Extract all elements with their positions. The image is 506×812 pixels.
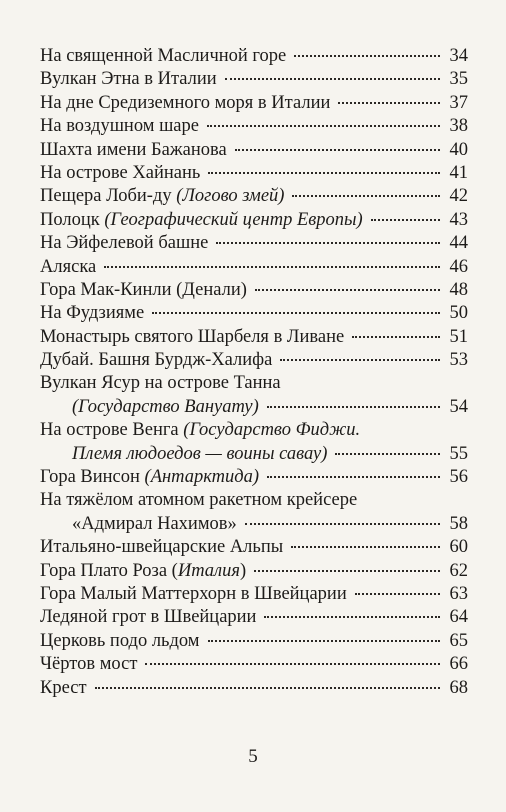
toc-title: [72, 396, 259, 419]
toc-entry: [40, 677, 468, 700]
toc-entry: [40, 162, 468, 185]
toc-page-number: 40: [449, 139, 468, 160]
toc-line: [40, 653, 468, 676]
toc-entry: [40, 466, 468, 489]
dot-leader: [255, 289, 440, 291]
toc-title-italic: (Логово змей): [176, 186, 285, 207]
toc-title: [40, 45, 286, 68]
toc-line: [40, 326, 468, 349]
toc-entry: [40, 232, 468, 255]
toc-line: [40, 115, 468, 138]
toc-page-number: 46: [449, 256, 468, 277]
toc-title: [72, 443, 327, 466]
toc-line: [40, 630, 468, 653]
toc-title: [40, 209, 363, 232]
toc-title: [72, 513, 237, 536]
toc-line: [40, 396, 468, 419]
toc-page-number: 44: [449, 233, 468, 254]
toc-page-number: 53: [449, 350, 468, 371]
toc-title-text: Аляска: [40, 256, 97, 277]
dot-leader: [216, 242, 440, 244]
toc-entry: [40, 489, 468, 536]
toc-title: [40, 583, 347, 606]
dot-leader: [355, 593, 440, 595]
toc-line: [40, 139, 468, 162]
toc-title-text: На священной Масличной горе: [40, 46, 287, 66]
toc-line: [40, 45, 468, 68]
toc-title: [40, 419, 360, 442]
table-of-contents: [40, 45, 468, 700]
toc-title-text: Итальяно-швейцарские Альпы: [40, 537, 284, 558]
dot-leader: [145, 663, 440, 665]
dot-leader: [208, 172, 440, 174]
toc-entry: [40, 560, 468, 583]
toc-entry: [40, 279, 468, 302]
toc-entry: [40, 536, 468, 559]
toc-title-text: Вулкан Этна в Италии: [40, 69, 217, 90]
toc-entry: [40, 349, 468, 372]
dot-leader: [225, 78, 440, 80]
dot-leader: [235, 149, 440, 151]
dot-leader: [267, 406, 440, 408]
dot-leader: [280, 359, 440, 361]
toc-title: [40, 653, 137, 676]
dot-leader: [267, 476, 440, 478]
dot-leader: [254, 570, 440, 572]
toc-title: [40, 349, 272, 372]
toc-page-number: 58: [449, 513, 468, 534]
toc-line: [40, 560, 468, 583]
toc-title-text: Церковь подо льдом: [40, 630, 200, 651]
toc-page-number: 48: [449, 279, 468, 300]
dot-leader: [264, 616, 440, 618]
toc-title-text: Крест: [40, 677, 87, 698]
toc-title-text: Шахта имени Бажанова: [40, 139, 227, 160]
toc-title: [40, 560, 246, 583]
toc-title-text: На острове Хайнань: [40, 162, 201, 183]
toc-entry: [40, 583, 468, 606]
toc-title-text: На Эйфелевой башне: [40, 233, 209, 254]
toc-title-text: Вулкан Ясур на острове Танна: [40, 373, 281, 394]
toc-title-text: «Адмирал Нахимов»: [72, 513, 237, 534]
dot-leader: [371, 219, 440, 221]
toc-entry: [40, 630, 468, 653]
toc-title: [40, 232, 208, 255]
toc-title-text: Монастырь святого Шарбеля в Ливане: [40, 326, 345, 347]
toc-title-text: Полоцк: [40, 209, 105, 230]
toc-page-number: 41: [449, 162, 468, 183]
dot-leader: [104, 266, 440, 268]
toc-page-number: 63: [449, 583, 468, 604]
toc-title: [40, 302, 144, 325]
toc-title: [40, 185, 284, 208]
toc-entry: [40, 256, 468, 279]
toc-title-italic: (Географический центр Европы): [104, 209, 363, 230]
dot-leader: [292, 195, 440, 197]
toc-line: [40, 279, 468, 302]
toc-title-text: Пещера Лоби-ду: [40, 186, 177, 207]
toc-title-text: Гора Малый Маттерхорн в Швейцарии: [40, 583, 347, 604]
toc-entry: [40, 115, 468, 138]
toc-entry: [40, 302, 468, 325]
toc-title: [40, 92, 330, 115]
toc-line: [40, 536, 468, 559]
toc-line: [40, 677, 468, 700]
toc-title-italic: (Государство Вануату): [72, 396, 259, 417]
toc-title: [40, 162, 200, 185]
toc-title-text: Гора Винсон: [40, 467, 145, 488]
toc-title-text: На дне Средиземного моря в Италии: [40, 92, 331, 113]
toc-line: [40, 162, 468, 185]
toc-title: [40, 115, 199, 138]
toc-line: [40, 419, 468, 442]
toc-title-text: На воздушном шаре: [40, 116, 199, 137]
toc-page-number: 51: [449, 326, 468, 347]
toc-entry: [40, 209, 468, 232]
toc-title-text: На тяжёлом атомном ракетном крейсере: [40, 490, 358, 511]
toc-line: [40, 349, 468, 372]
toc-line: [40, 513, 468, 536]
toc-title-text: Гора Плато Роза (: [40, 560, 178, 581]
toc-title: [40, 372, 281, 395]
dot-leader: [338, 102, 440, 104]
toc-title-italic: (Государство Фиджи.: [183, 420, 361, 441]
toc-entry: [40, 653, 468, 676]
toc-title: [40, 606, 256, 629]
toc-title-tail: ): [239, 560, 247, 581]
toc-title: [40, 68, 217, 91]
toc-line: [40, 372, 468, 395]
toc-page-number: 34: [449, 46, 468, 66]
toc-line: [40, 256, 468, 279]
toc-line: [40, 92, 468, 115]
toc-line: [40, 185, 468, 208]
dot-leader: [208, 640, 440, 642]
toc-page-number: 68: [449, 677, 468, 698]
toc-title-text: На острове Венга: [40, 420, 184, 441]
toc-title: [40, 256, 96, 279]
toc-title-text: Дубай. Башня Бурдж-Халифа: [40, 350, 273, 371]
page-number: 5: [248, 746, 258, 767]
toc-page-number: 35: [449, 69, 468, 90]
toc-entry: [40, 92, 468, 115]
toc-title-text: Ледяной грот в Швейцарии: [40, 607, 257, 628]
dot-leader: [352, 336, 440, 338]
toc-entry: [40, 326, 468, 349]
toc-entry: [40, 372, 468, 419]
toc-title: [40, 139, 227, 162]
toc-page-number: 62: [449, 560, 468, 581]
toc-page-number: 56: [449, 467, 468, 488]
toc-entry: [40, 606, 468, 629]
toc-page-number: 60: [449, 537, 468, 558]
toc-page-number: 37: [449, 92, 468, 113]
toc-title-text: На Фудзияме: [40, 303, 145, 324]
toc-title: [40, 466, 259, 489]
toc-line: [40, 443, 468, 466]
toc-entry: [40, 185, 468, 208]
toc-title-text: Гора Мак-Кинли (Денали): [40, 279, 247, 300]
dot-leader: [245, 523, 440, 525]
dot-leader: [95, 687, 440, 689]
toc-page-number: 50: [449, 303, 468, 324]
toc-title: [40, 279, 247, 302]
toc-title-text: Чёртов мост: [40, 654, 138, 675]
toc-entry: [40, 68, 468, 91]
dot-leader: [291, 546, 440, 548]
toc-title-italic: Италия: [177, 560, 240, 581]
toc-page-number: 43: [449, 209, 468, 230]
toc-entry: [40, 419, 468, 466]
toc-title: [40, 536, 283, 559]
toc-title: [40, 326, 344, 349]
toc-entry: [40, 139, 468, 162]
dot-leader: [152, 312, 440, 314]
toc-line: [40, 302, 468, 325]
toc-page-number: 65: [449, 630, 468, 651]
toc-line: [40, 68, 468, 91]
toc-title: [40, 630, 200, 653]
dot-leader: [335, 453, 440, 455]
dot-leader: [207, 125, 440, 127]
toc-title-italic: Племя людоедов — воины савау): [72, 443, 328, 464]
toc-page-number: 42: [449, 186, 468, 207]
toc-title: [40, 489, 357, 512]
toc-line: [40, 606, 468, 629]
toc-page-number: 64: [449, 607, 468, 628]
toc-title: [40, 677, 87, 700]
toc-line: [40, 583, 468, 606]
toc-entry: [40, 45, 468, 68]
toc-page-number: 38: [449, 116, 468, 137]
dot-leader: [294, 55, 440, 57]
toc-title-italic: (Антарктида): [144, 467, 260, 488]
toc-page-number: 66: [449, 654, 468, 675]
toc-page-number: 55: [449, 443, 468, 464]
toc-line: [40, 209, 468, 232]
toc-line: [40, 489, 468, 512]
toc-line: [40, 466, 468, 489]
toc-line: [40, 232, 468, 255]
toc-page-number: 54: [449, 396, 468, 417]
